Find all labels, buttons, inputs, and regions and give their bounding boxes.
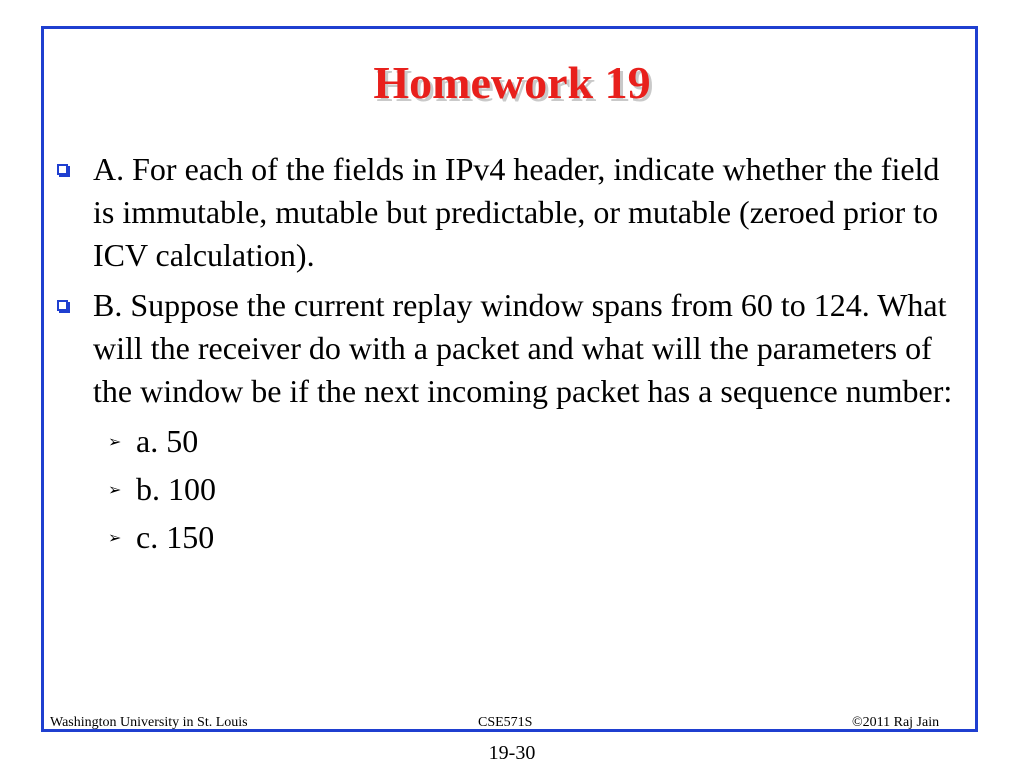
sub-item-text: c. 150 [136,519,215,555]
footer-institution: Washington University in St. Louis [50,715,248,730]
sub-item-b [50,468,960,511]
bullet-list [50,148,960,564]
bullet-item-a [50,148,960,277]
bullet-text: A. For each of the fields in IPv4 header, indicate whether the field is immutable, mutable but predictable, or mutable (zeroed prior to ICV calculation). [93,151,940,273]
sub-item-c [50,516,960,559]
arrowhead-bullet-icon: ➢ [108,480,122,499]
footer-course: CSE571S [478,715,533,730]
bullet-text: B. Suppose the current replay window spans from 60 to 124. What will the receiver do with a packet and what will the parameters of the window be if the next incoming packet has a sequence number: [93,287,953,409]
slide-title: Homework 19 [373,57,651,108]
page-number: 19-30 [488,742,536,764]
sub-item-text: b. 100 [136,471,216,507]
sub-item-text: a. 50 [136,423,199,459]
square-bullet-icon [57,164,68,175]
sub-item-a [50,420,960,463]
arrowhead-bullet-icon: ➢ [108,432,122,451]
arrowhead-bullet-icon: ➢ [108,528,122,547]
footer-copyright: ©2011 Raj Jain [852,715,940,730]
square-bullet-icon [57,300,68,311]
bullet-item-b [50,284,960,413]
